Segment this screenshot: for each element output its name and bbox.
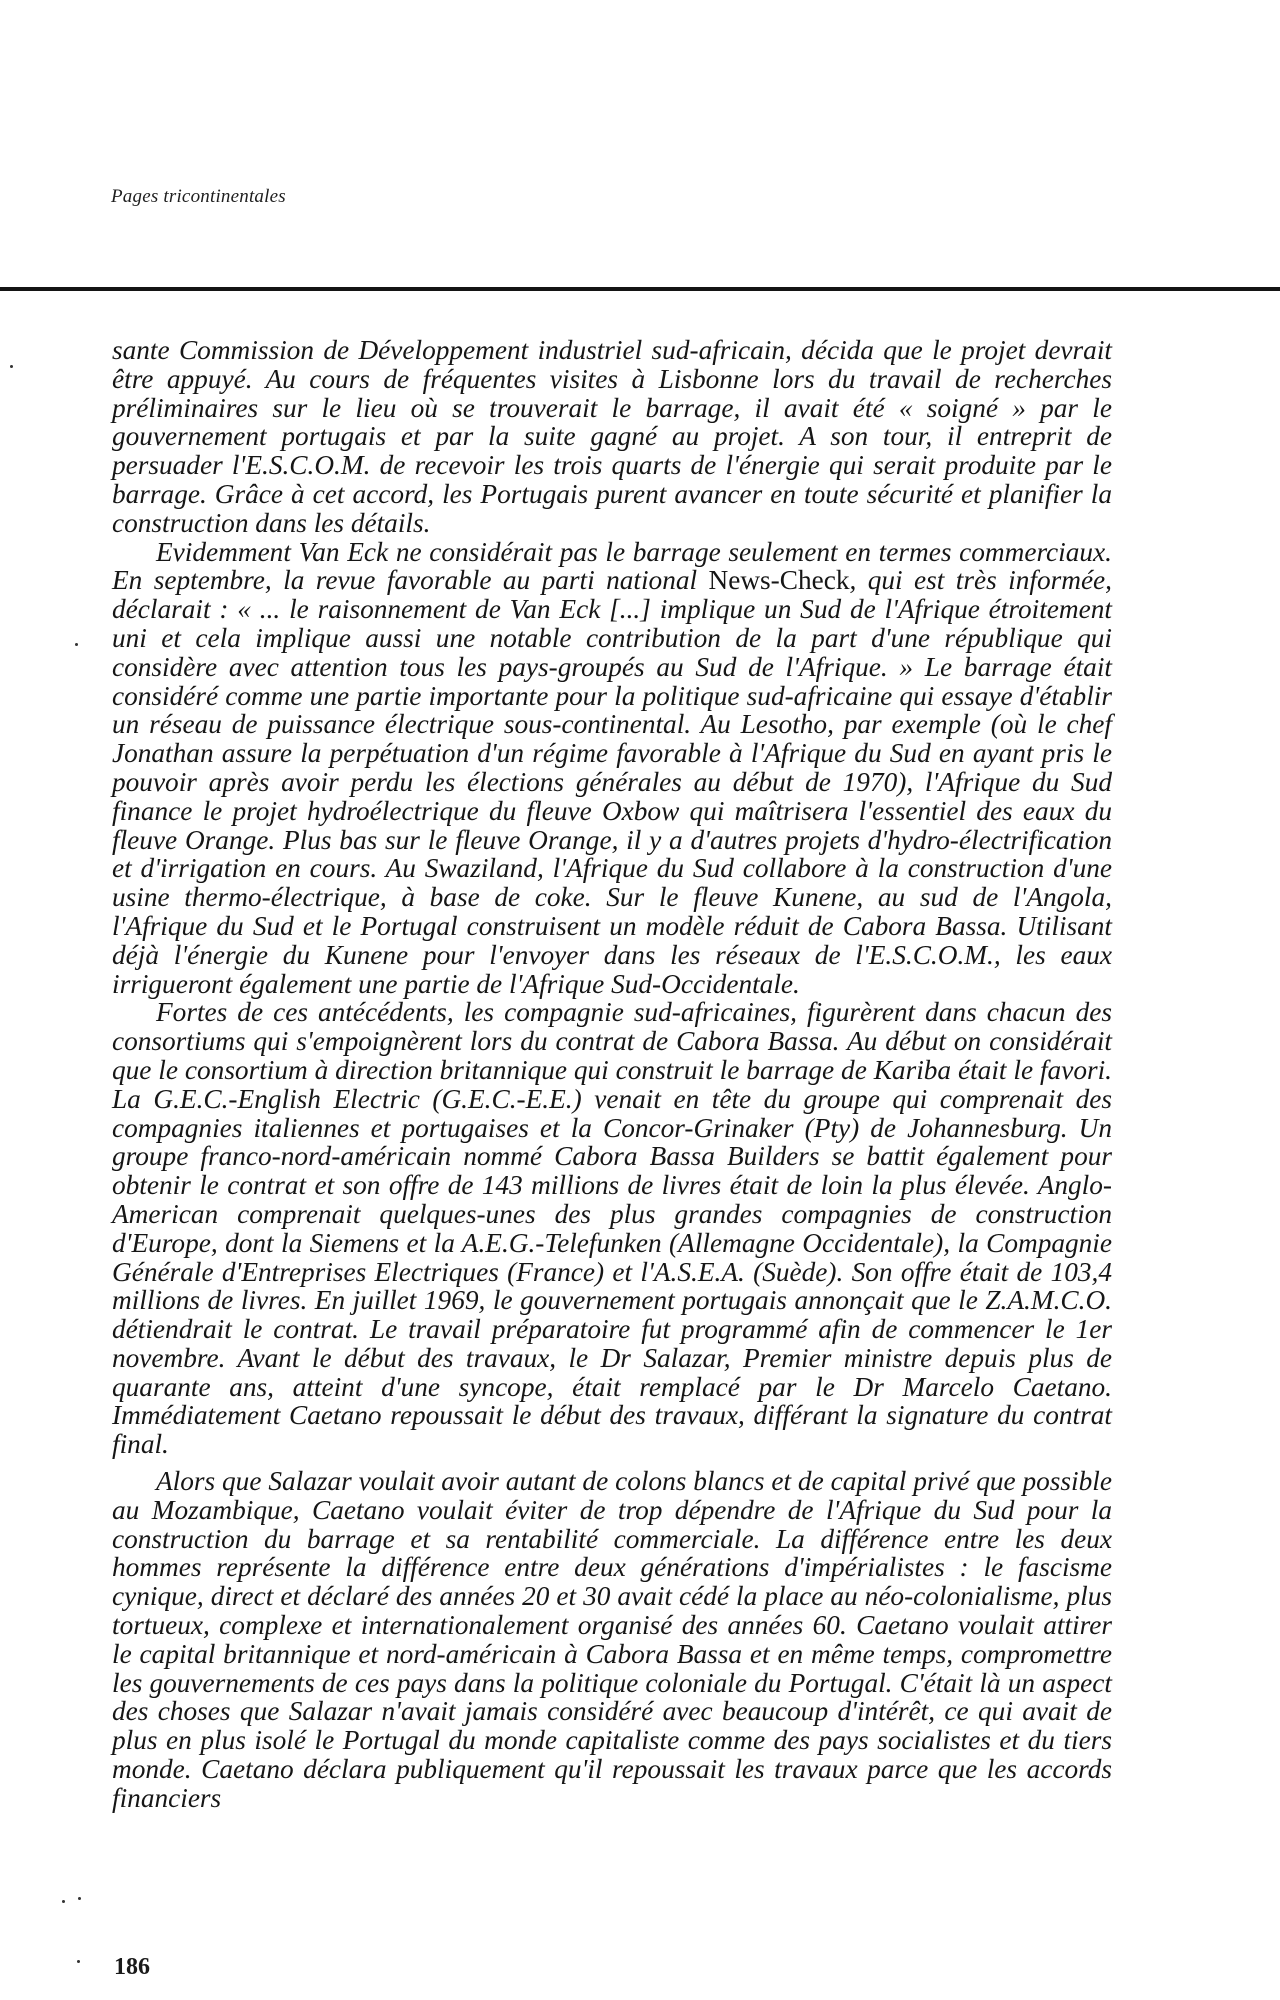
paragraph-text: , qui est très informée, déclarait : « ... le raisonnement de Van Eck [...] implique un Sud de l'Afrique étroitement uni et cela implique aussi une notable contribution de la part d'une république qui considère avec attention tous les pays-groupés au Sud de l'Afrique. » Le barrage était considéré comme une partie importante pour la politique sud-africaine qui essaye d'établir un réseau de puissance électrique sous-continental. Au Lesotho, par exemple (où le chef Jonathan assure la perpétuation d'un régime favorable à l'Afrique du Sud en ayant pris le pouvoir après avoir perdu les élections générales au début de 1970), l'Afrique du Sud finance le projet hydroélectrique du fleuve Oxbow qui maîtrisera l'essentiel des eaux du fleuve Orange. Plus bas sur le fleuve Orange, il y a d'autres projets d'hydro-électrification et d'irrigation en cours. Au Swaziland, l'Afrique du Sud collabore à la construction d'une usine thermo-électrique, à base de coke. Sur le fleuve Kunene, au sud de l'Angola, l'Afrique du Sud et le Portugal construisent un modèle réduit de Cabora Bassa. Utilisant déjà l'énergie du Kunene pour l'envoyer dans les réseaux de l'E.S.C.O.M., les eaux irrigueront également une partie de l'Afrique Sud-Occidentale.	[112, 565, 1112, 999]
paragraph-text: Evidemment Van Eck ne considérait pas le barrage seulement en termes commerciaux. En septembre, la revue favorable au parti national	[112, 536, 1112, 596]
paragraph: Alors que Salazar voulait avoir autant de colons blancs et de capital privé que possible au Mozambique, Caetano voulait éviter de trop dépendre de l'Afrique du Sud pour la construction du barrage et sa rentabilité commerciale. La différence entre les deux hommes représente la différence entre deux générations d'impérialistes : le fascisme cynique, direct et déclaré des années 20 et 30 avait cédé la place au néo-colonialisme, plus tortueux, complexe et internationalement organisé des années 60. Caetano voulait attirer le capital britannique et nord-américain à Cabora Bassa et en même temps, compromettre les gouvernements de ces pays dans la politique coloniale du Portugal. C'était là un aspect des choses que Salazar n'avait jamais considéré avec beaucoup d'intérêt, ce qui avait de plus en plus isolé le Portugal du monde capitaliste comme des pays socialistes et du tiers monde. Caetano déclara publiquement qu'il repoussait les travaux parce que les accords financiers	[112, 1466, 1112, 1813]
paragraph: sante Commission de Développement industriel sud-africain, décida que le projet devrait être appuyé. Au cours de fréquentes visites à Lisbonne lors du travail de recherches préliminaires sur le lieu où se trouverait le barrage, il avait été « soigné » par le gouvernement portugais et par la suite gagné au projet. A son tour, il entreprit de persuader l'E.S.C.O.M. de recevoir les trois quarts de l'énergie qui serait produite par le barrage. Grâce à cet accord, les Portugais purent avancer en toute sécurité et planifier la construction dans les détails.	[112, 335, 1112, 538]
margin-speck	[10, 365, 13, 368]
header-rule	[0, 287, 1280, 291]
publication-name: News-Check	[708, 565, 850, 596]
margin-speck	[78, 1897, 81, 1900]
running-head-title: Pages tricontinentales	[111, 186, 286, 207]
paragraph: Fortes de ces antécédents, les compagnie sud-africaines, figurèrent dans chacun des consortiums qui s'empoignèrent lors du contrat de Cabora Bassa. Au début on considérait que le consortium à direction britannique qui construit le barrage de Kariba était le favori. La G.E.C.-English Electric (G.E.C.-E.E.) venait en tête du groupe qui comprenait des compagnies italiennes et portugaises et la Concor-Grinaker (Pty) de Johannesburg. Un groupe franco-nord-américain nommé Cabora Bassa Builders se battit également pour obtenir le contrat et son offre de 143 millions de livres était de loin la plus élevée. Anglo-American comprenait quelques-unes des plus grandes compagnies de construction d'Europe, dont la Siemens et la A.E.G.-Telefunken (Allemagne Occidentale), la Compagnie Générale d'Entreprises Electriques (France) et l'A.S.E.A. (Suède). Son offre était de 103,4 millions de livres. En juillet 1969, le gouvernement portugais annonçait que le Z.A.M.C.O. détiendrait le contrat. Le travail préparatoire fut programmé afin de commencer le 1er novembre. Avant le début des travaux, le Dr Salazar, Premier ministre depuis plus de quarante ans, atteint d'une syncope, était remplacé par le Dr Marcelo Caetano. Immédiatement Caetano repoussait le début des travaux, différant la signature du contrat final.	[112, 997, 1112, 1460]
paragraph	[112, 538, 1112, 999]
margin-speck	[62, 1900, 65, 1903]
margin-speck	[77, 1960, 80, 1963]
page-number: 186	[114, 1954, 150, 1980]
article-body	[112, 336, 1112, 1813]
margin-speck	[75, 643, 78, 646]
